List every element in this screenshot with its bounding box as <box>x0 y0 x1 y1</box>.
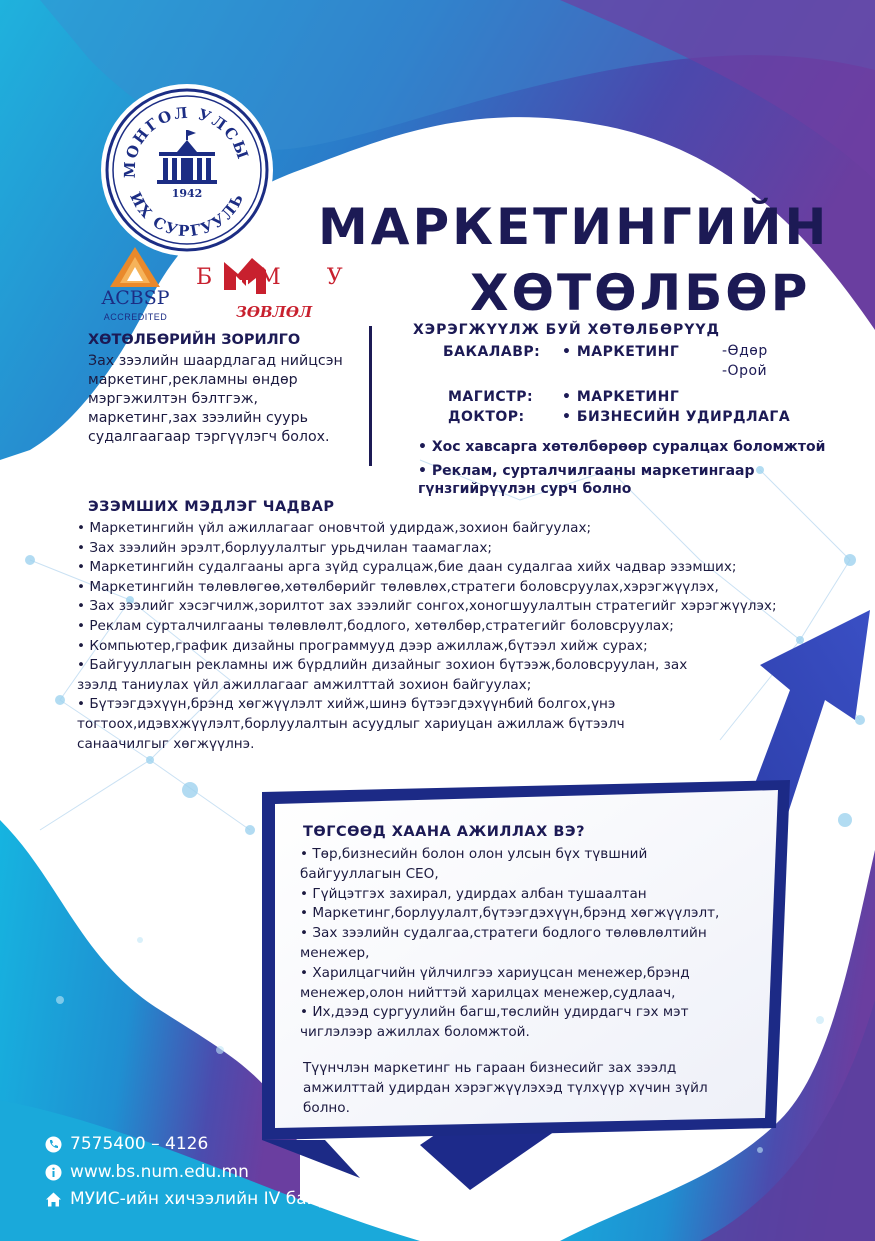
university-logo <box>97 80 277 260</box>
bachelor-value: • МАРКЕТИНГ <box>562 344 680 360</box>
info-icon <box>45 1164 62 1181</box>
contact-phone <box>45 1134 208 1154</box>
list-item: • Төр,бизнесийн болон олон улсын бүх түвшний байгууллагын CEO, <box>300 846 648 882</box>
bmy-council-logo <box>196 250 389 330</box>
bmy-word: ЗӨВЛӨЛ <box>236 303 313 321</box>
master-value: • МАРКЕТИНГ <box>562 389 680 405</box>
skills-list <box>77 519 837 754</box>
careers-list <box>300 845 770 1043</box>
list-item: • Их,дээд сургуулийн багш,төслийн удирдагч гэх мэт чиглэлээр ажиллах боломжтой. <box>300 1004 689 1041</box>
list-item: • Зах зээлийг хэсэгчилж,зорилтот зах зээлийг сонгох,хоногшуулалтын стратегийг хэрэгжүүлэх; <box>77 598 777 615</box>
page-title-line1: МАРКЕТИНГИЙН <box>318 198 830 256</box>
vertical-divider <box>369 326 372 466</box>
phone-icon <box>45 1136 62 1153</box>
list-item: • Зах зээлийн эрэлт,борлуулалтыг урьдчилан таамаглах; <box>77 539 493 556</box>
program-note-double-major: • Хос хавсарга хөтөлбөрөөр суралцах боломжтой <box>418 439 826 455</box>
acbsp-sub: ACCREDITED <box>103 312 168 322</box>
university-seal-icon <box>97 80 277 260</box>
goal-text: Зах зээлийн шаардлагад нийцсэн маркетинг,рекламны өндөр мэргэжилтэн бэлтгэж, маркетинг,зах зээлийн суурь судалгаагаар тэргүүлэгч болох. <box>88 353 343 445</box>
seal-bottom-text: ИХ СУРГУУЛЬ <box>126 189 248 241</box>
website-link[interactable]: www.bs.num.edu.mn <box>70 1162 249 1182</box>
acbsp-badge <box>88 245 183 333</box>
doctor-value: • БИЗНЕСИЙН УДИРДЛАГА <box>562 409 791 425</box>
list-item: • Зах зээлийн судалгаа,стратеги бодлого төлөвлөлтийн менежер, <box>300 925 707 961</box>
acbsp-triangle-icon <box>88 245 183 289</box>
bachelor-day: -Өдөр <box>722 343 768 359</box>
program-note-advertising: • Реклам, сурталчилгааны маркетингаар гүнзгийрүүлэн сурч болно <box>418 463 755 497</box>
seal-top-text: МОНГОЛ УЛСЫ <box>120 103 253 179</box>
careers-heading: ТӨГСӨӨД ХААНА АЖИЛЛАХ ВЭ? <box>303 824 585 840</box>
bachelor-evening: -Орой <box>722 363 768 379</box>
doctor-label: ДОКТОР: <box>448 409 525 425</box>
address-text: МУИС-ийн хичээлийн IV байр 209 тоот <box>70 1189 413 1209</box>
master-label: МАГИСТР: <box>448 389 534 405</box>
list-item: • Харилцагчийн үйлчилгээ хариуцсан менежер,брэнд менежер,олон нийттэй харилцах менежер,судлаач, <box>300 964 690 1001</box>
list-item: • Маркетинг,борлуулалт,бүтээгдэхүүн,брэнд хөгжүүлэлт, <box>300 905 720 922</box>
list-item: • Бүтээгдэхүүн,брэнд хөгжүүлэлт хийж,шинэ бүтээгдэхүүнбий болгох,үнэ тогтоох,идэвхжүүлэлт,борлуулалтын асуудлыг хариуцан ажиллаж бүтээлч санаачилгыг хөгжүүлнэ. <box>77 696 625 752</box>
programs-heading: ХЭРЭГЖҮҮЛЖ БУЙ ХӨТӨЛБӨРҮҮД <box>413 322 720 338</box>
home-icon <box>45 1191 62 1208</box>
list-item: • Байгууллагын рекламны иж бүрдлийн дизайныг зохион бүтээж,боловсруулан, зах зээлд таниулах үйл ажиллагааг амжилттай зохион байгуулах; <box>77 657 688 693</box>
skills-heading: ЭЗЭМШИХ МЭДЛЭГ ЧАДВАР <box>88 499 335 515</box>
list-item: • Компьютер,график дизайны программууд дээр ажиллаж,бүтээл хийж сурах; <box>77 637 648 654</box>
contact-address <box>45 1189 412 1209</box>
list-item: • Гүйцэтгэх захирал, удирдах албан тушаалтан <box>300 885 647 902</box>
page-title-line2: ХӨТӨЛБӨР <box>470 264 811 322</box>
list-item: • Маркетингийн төлөвлөгөө,хөтөлбөрийг төлөвлөх,стратеги боловсруулах,хэрэгжүүлэх, <box>77 578 719 595</box>
list-item: • Маркетингийн судалгааны арга зүйд суралцаж,бие даан судалгаа хийх чадвар эзэмших; <box>77 559 737 576</box>
list-item: • Реклам сурталчилгааны төлөвлөлт,бодлого, хөтөлбөр,стратегийг боловсруулах; <box>77 617 674 634</box>
phone-number[interactable]: 7575400 – 4126 <box>70 1134 209 1154</box>
contact-website <box>45 1162 249 1182</box>
goal-heading: ХӨТӨЛБӨРИЙН ЗОРИЛГО <box>88 332 301 348</box>
acbsp-name: ACBSP <box>101 287 170 309</box>
bmy-letters: БМУ <box>196 265 389 290</box>
seal-year: 1942 <box>171 187 203 200</box>
list-item: • Маркетингийн үйл ажиллагааг оновчтой удирдаж,зохион байгуулах; <box>77 520 592 536</box>
bachelor-label: БАКАЛАВР: <box>443 344 541 360</box>
careers-closing: Түүнчлэн маркетинг нь гараан бизнесийг зах зээлд амжилттай удирдан хэрэгжүүлэхэд түлхүүр хүчин зүйл болно. <box>303 1060 708 1116</box>
